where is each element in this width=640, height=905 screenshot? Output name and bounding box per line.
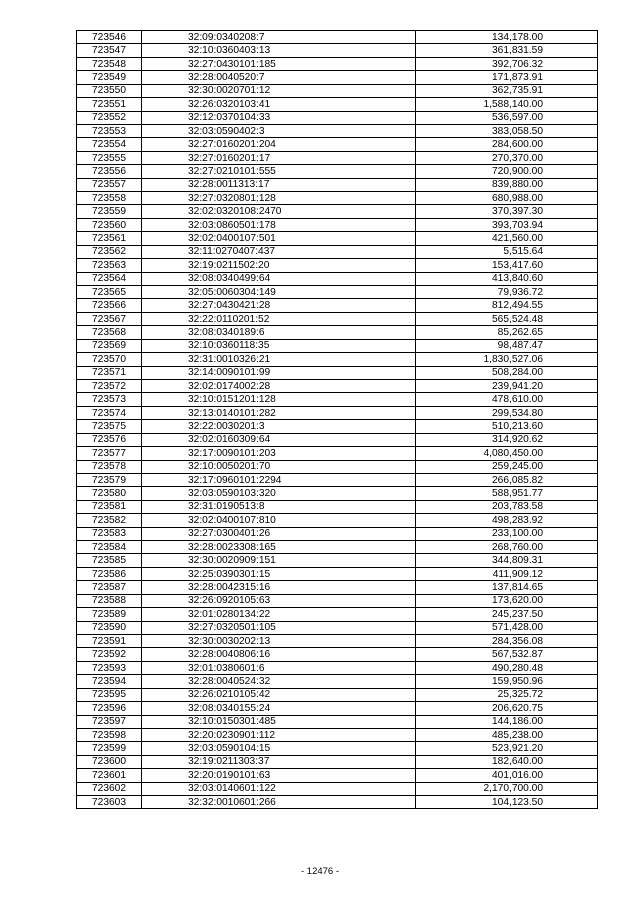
cadastral-number-cell: 32:27:0320801:128	[142, 192, 416, 205]
record-number-cell: 723584	[77, 541, 142, 554]
cadastral-number-cell: 32:17:0090101:203	[142, 447, 416, 460]
value-cell: 5,515.64	[416, 245, 598, 258]
record-number-cell: 723587	[77, 581, 142, 594]
cadastral-number-cell: 32:10:0360118:35	[142, 339, 416, 352]
table-row	[77, 218, 598, 231]
record-number-cell: 723599	[77, 742, 142, 755]
value-cell: 720,900.00	[416, 165, 598, 178]
cadastral-number-cell: 32:31:0010326:21	[142, 353, 416, 366]
cadastral-number-cell: 32:02:0400107:501	[142, 232, 416, 245]
value-cell: 233,100.00	[416, 527, 598, 540]
table-row	[77, 98, 598, 111]
value-cell: 104,123.50	[416, 796, 598, 809]
value-cell: 182,640.00	[416, 755, 598, 768]
table-row	[77, 312, 598, 325]
value-cell: 134,178.00	[416, 31, 598, 44]
value-cell: 299,534.80	[416, 406, 598, 419]
table-row	[77, 447, 598, 460]
cadastral-number-cell: 32:30:0030202:13	[142, 634, 416, 647]
table-row	[77, 420, 598, 433]
value-cell: 203,783.58	[416, 500, 598, 513]
value-cell: 268,760.00	[416, 541, 598, 554]
value-cell: 392,706.32	[416, 57, 598, 70]
table-row	[77, 755, 598, 768]
table-row	[77, 178, 598, 191]
record-number-cell: 723593	[77, 661, 142, 674]
value-cell: 565,524.48	[416, 312, 598, 325]
value-cell: 314,920.62	[416, 433, 598, 446]
value-cell: 245,237.50	[416, 608, 598, 621]
record-number-cell: 723596	[77, 702, 142, 715]
table-row	[77, 379, 598, 392]
cadastral-number-cell: 32:01:0280134:22	[142, 608, 416, 621]
cadastral-number-cell: 32:20:0190101:63	[142, 769, 416, 782]
cadastral-number-cell: 32:27:0160201:204	[142, 138, 416, 151]
record-number-cell: 723551	[77, 98, 142, 111]
cadastral-number-cell: 32:02:0400107:810	[142, 514, 416, 527]
value-cell: 680,988.00	[416, 192, 598, 205]
record-number-cell: 723579	[77, 473, 142, 486]
cadastral-number-cell: 32:13:0140101:282	[142, 406, 416, 419]
cadastral-number-cell: 32:14:0090101:99	[142, 366, 416, 379]
cadastral-number-cell: 32:28:0040520:7	[142, 71, 416, 84]
table-row	[77, 433, 598, 446]
record-number-cell: 723588	[77, 594, 142, 607]
cadastral-number-cell: 32:28:0040806:16	[142, 648, 416, 661]
cadastral-number-cell: 32:31:0190513:8	[142, 500, 416, 513]
value-cell: 413,840.60	[416, 272, 598, 285]
value-cell: 411,909.12	[416, 567, 598, 580]
cadastral-number-cell: 32:08:0340155:24	[142, 702, 416, 715]
value-cell: 362,735.91	[416, 84, 598, 97]
record-number-cell: 723568	[77, 326, 142, 339]
value-cell: 266,085.82	[416, 473, 598, 486]
record-number-cell: 723549	[77, 71, 142, 84]
value-cell: 206,620.75	[416, 702, 598, 715]
value-cell: 536,597.00	[416, 111, 598, 124]
table-row	[77, 57, 598, 70]
record-number-cell: 723555	[77, 151, 142, 164]
table-row	[77, 675, 598, 688]
cadastral-number-cell: 32:27:0300401:26	[142, 527, 416, 540]
table-row	[77, 567, 598, 580]
table-row	[77, 661, 598, 674]
record-number-cell: 723547	[77, 44, 142, 57]
cadastral-number-cell: 32:10:0150301:485	[142, 715, 416, 728]
table-row	[77, 124, 598, 137]
table-row	[77, 286, 598, 299]
record-number-cell: 723595	[77, 688, 142, 701]
record-number-cell: 723569	[77, 339, 142, 352]
cadastral-number-cell: 32:32:0010601:266	[142, 796, 416, 809]
cadastral-number-cell: 32:01:0380601:6	[142, 661, 416, 674]
value-cell: 812,494.55	[416, 299, 598, 312]
cadastral-number-cell: 32:10:0151201:128	[142, 393, 416, 406]
value-cell: 393,703.94	[416, 218, 598, 231]
cadastral-number-cell: 32:26:0920105:63	[142, 594, 416, 607]
page-number: - 12476 -	[300, 866, 340, 877]
cadastral-number-cell: 32:03:0140601:122	[142, 782, 416, 795]
cadastral-number-cell: 32:09:0340208:7	[142, 31, 416, 44]
value-cell: 510,213.60	[416, 420, 598, 433]
table-row	[77, 44, 598, 57]
table-row	[77, 554, 598, 567]
record-number-cell: 723567	[77, 312, 142, 325]
cadastral-number-cell: 32:10:0360403:13	[142, 44, 416, 57]
table-row	[77, 326, 598, 339]
cadastral-number-cell: 32:26:0210105:42	[142, 688, 416, 701]
cadastral-number-cell: 32:03:0860501:178	[142, 218, 416, 231]
record-number-cell: 723550	[77, 84, 142, 97]
record-number-cell: 723592	[77, 648, 142, 661]
cadastral-number-cell: 32:30:0020701:12	[142, 84, 416, 97]
cadastral-number-cell: 32:05:0060304:149	[142, 286, 416, 299]
table-row	[77, 742, 598, 755]
record-number-cell: 723597	[77, 715, 142, 728]
value-cell: 567,532.87	[416, 648, 598, 661]
record-number-cell: 723578	[77, 460, 142, 473]
value-cell: 401,016.00	[416, 769, 598, 782]
cadastral-number-cell: 32:22:0030201:3	[142, 420, 416, 433]
record-number-cell: 723571	[77, 366, 142, 379]
table-row	[77, 192, 598, 205]
table-row	[77, 353, 598, 366]
cadastral-number-cell: 32:08:0340189:6	[142, 326, 416, 339]
record-number-cell: 723600	[77, 755, 142, 768]
cadastral-number-cell: 32:12:0370104:33	[142, 111, 416, 124]
table-row	[77, 715, 598, 728]
table-row	[77, 406, 598, 419]
value-cell: 4,080,450.00	[416, 447, 598, 460]
table-row	[77, 541, 598, 554]
cadastral-number-cell: 32:02:0160309:64	[142, 433, 416, 446]
cadastral-number-cell: 32:28:0040524:32	[142, 675, 416, 688]
value-cell: 1,830,527.06	[416, 353, 598, 366]
record-number-cell: 723546	[77, 31, 142, 44]
value-cell: 588,951.77	[416, 487, 598, 500]
record-number-cell: 723574	[77, 406, 142, 419]
value-cell: 259,245.00	[416, 460, 598, 473]
cadastral-number-cell: 32:25:0390301:15	[142, 567, 416, 580]
value-cell: 485,238.00	[416, 728, 598, 741]
table-row	[77, 688, 598, 701]
value-cell: 498,283.92	[416, 514, 598, 527]
value-cell: 478,610.00	[416, 393, 598, 406]
record-number-cell: 723594	[77, 675, 142, 688]
table-row	[77, 84, 598, 97]
table-row	[77, 473, 598, 486]
value-cell: 1,588,140.00	[416, 98, 598, 111]
value-cell: 85,262.65	[416, 326, 598, 339]
table-row	[77, 728, 598, 741]
record-number-cell: 723554	[77, 138, 142, 151]
cadastral-number-cell: 32:20:0230901:112	[142, 728, 416, 741]
record-number-cell: 723580	[77, 487, 142, 500]
record-number-cell: 723572	[77, 379, 142, 392]
value-cell: 159,950.96	[416, 675, 598, 688]
cadastral-number-cell: 32:08:0340499:64	[142, 272, 416, 285]
table-row	[77, 138, 598, 151]
record-number-cell: 723603	[77, 796, 142, 809]
record-number-cell: 723586	[77, 567, 142, 580]
cadastral-number-cell: 32:03:0590402:3	[142, 124, 416, 137]
table-row	[77, 272, 598, 285]
cadastral-number-cell: 32:27:0430101:185	[142, 57, 416, 70]
cadastral-number-cell: 32:22:0110201:52	[142, 312, 416, 325]
table-row	[77, 393, 598, 406]
cadastral-number-cell: 32:30:0020909:151	[142, 554, 416, 567]
value-cell: 508,284.00	[416, 366, 598, 379]
record-number-cell: 723581	[77, 500, 142, 513]
record-number-cell: 723598	[77, 728, 142, 741]
value-cell: 173,620.00	[416, 594, 598, 607]
table-body	[77, 31, 598, 809]
cadastral-number-cell: 32:27:0430421:28	[142, 299, 416, 312]
table-row	[77, 594, 598, 607]
value-cell: 361,831.59	[416, 44, 598, 57]
table-row	[77, 648, 598, 661]
table-row	[77, 527, 598, 540]
record-number-cell: 723566	[77, 299, 142, 312]
record-number-cell: 723570	[77, 353, 142, 366]
record-number-cell: 723602	[77, 782, 142, 795]
table-row	[77, 621, 598, 634]
record-number-cell: 723559	[77, 205, 142, 218]
record-number-cell: 723560	[77, 218, 142, 231]
cadastral-number-cell: 32:17:0960101:2294	[142, 473, 416, 486]
record-number-cell: 723576	[77, 433, 142, 446]
record-number-cell: 723601	[77, 769, 142, 782]
value-cell: 421,560.00	[416, 232, 598, 245]
table-row	[77, 259, 598, 272]
record-number-cell: 723583	[77, 527, 142, 540]
cadastral-number-cell: 32:03:0590104:15	[142, 742, 416, 755]
record-number-cell: 723564	[77, 272, 142, 285]
value-cell: 284,600.00	[416, 138, 598, 151]
table-row	[77, 245, 598, 258]
value-cell: 383,058.50	[416, 124, 598, 137]
cadastral-number-cell: 32:10:0050201:70	[142, 460, 416, 473]
registry-table	[76, 30, 598, 809]
table-row	[77, 769, 598, 782]
table-row	[77, 581, 598, 594]
cadastral-number-cell: 32:03:0590103:320	[142, 487, 416, 500]
value-cell: 344,809.31	[416, 554, 598, 567]
table-row	[77, 702, 598, 715]
record-number-cell: 723589	[77, 608, 142, 621]
record-number-cell: 723591	[77, 634, 142, 647]
cadastral-number-cell: 32:11:0270407:437	[142, 245, 416, 258]
value-cell: 490,280.48	[416, 661, 598, 674]
table-row	[77, 111, 598, 124]
record-number-cell: 723565	[77, 286, 142, 299]
record-number-cell: 723553	[77, 124, 142, 137]
record-number-cell: 723585	[77, 554, 142, 567]
cadastral-number-cell: 32:28:0023308:165	[142, 541, 416, 554]
value-cell: 2,170,700.00	[416, 782, 598, 795]
table-row	[77, 634, 598, 647]
cadastral-number-cell: 32:27:0320501:105	[142, 621, 416, 634]
table-row	[77, 608, 598, 621]
record-number-cell: 723577	[77, 447, 142, 460]
value-cell: 571,428.00	[416, 621, 598, 634]
table-row	[77, 299, 598, 312]
table-row	[77, 165, 598, 178]
value-cell: 523,921.20	[416, 742, 598, 755]
cadastral-number-cell: 32:19:0211502:20	[142, 259, 416, 272]
value-cell: 171,873.91	[416, 71, 598, 84]
cadastral-number-cell: 32:28:0042315:16	[142, 581, 416, 594]
record-number-cell: 723561	[77, 232, 142, 245]
record-number-cell: 723556	[77, 165, 142, 178]
table-row	[77, 366, 598, 379]
value-cell: 284,356.08	[416, 634, 598, 647]
record-number-cell: 723552	[77, 111, 142, 124]
cadastral-number-cell: 32:02:0320108:2470	[142, 205, 416, 218]
table-row	[77, 339, 598, 352]
record-number-cell: 723575	[77, 420, 142, 433]
cadastral-number-cell: 32:26:0320103:41	[142, 98, 416, 111]
record-number-cell: 723558	[77, 192, 142, 205]
cadastral-number-cell: 32:02:0174002:28	[142, 379, 416, 392]
table-row	[77, 71, 598, 84]
record-number-cell: 723548	[77, 57, 142, 70]
table-row	[77, 460, 598, 473]
table-row	[77, 205, 598, 218]
table-row	[77, 514, 598, 527]
table-row	[77, 151, 598, 164]
cadastral-number-cell: 32:27:0210101:555	[142, 165, 416, 178]
value-cell: 25,325.72	[416, 688, 598, 701]
value-cell: 270,370.00	[416, 151, 598, 164]
record-number-cell: 723557	[77, 178, 142, 191]
table-row	[77, 796, 598, 809]
cadastral-number-cell: 32:19:0211303:37	[142, 755, 416, 768]
value-cell: 839,880.00	[416, 178, 598, 191]
record-number-cell: 723563	[77, 259, 142, 272]
value-cell: 137,814.65	[416, 581, 598, 594]
value-cell: 98,487.47	[416, 339, 598, 352]
value-cell: 239,941.20	[416, 379, 598, 392]
cadastral-number-cell: 32:28:0011313:17	[142, 178, 416, 191]
cadastral-number-cell: 32:27:0160201:17	[142, 151, 416, 164]
record-number-cell: 723582	[77, 514, 142, 527]
value-cell: 370,397.30	[416, 205, 598, 218]
table-row	[77, 232, 598, 245]
table-row	[77, 487, 598, 500]
table-row	[77, 500, 598, 513]
record-number-cell: 723590	[77, 621, 142, 634]
record-number-cell: 723573	[77, 393, 142, 406]
value-cell: 144,186.00	[416, 715, 598, 728]
table-row	[77, 782, 598, 795]
record-number-cell: 723562	[77, 245, 142, 258]
value-cell: 79,936.72	[416, 286, 598, 299]
value-cell: 153,417.60	[416, 259, 598, 272]
table-row	[77, 31, 598, 44]
